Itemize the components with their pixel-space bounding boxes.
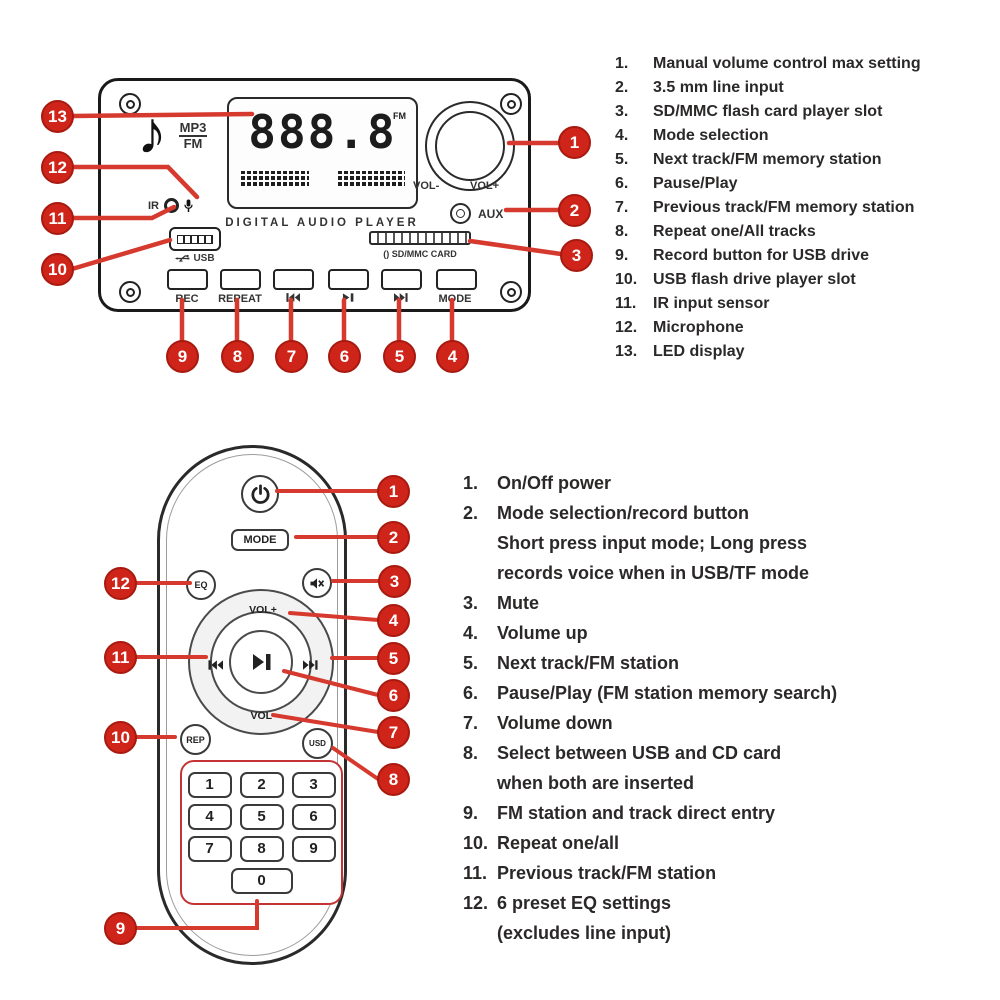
legend-number: 9. [615,247,629,264]
legend-number: 3. [615,103,629,120]
ir-label: IR [148,199,159,212]
fm-label: FM [183,136,203,152]
legend-text: Select between USB and CD card when both are inserted [497,743,782,793]
legend-text: SD/MMC flash card player slot [653,103,883,120]
legend-number: 5. [615,151,629,168]
legend-number: 5. [463,653,479,673]
remote-callout-9: 9 [104,912,137,945]
callout-13: 13 [41,100,74,133]
legend-text: Repeat one/all [497,833,620,853]
vol-plus-label: VOL+ [470,180,500,192]
legend-text: Mode selection/record button Short press input mode; Long press records voice when in USB/TF mode [497,503,810,583]
legend-number: 1. [463,473,479,493]
key-4: 4 [188,804,232,830]
eq-button: EQ [186,570,216,600]
legend-text: Mode selection [653,127,769,144]
legend-text: FM station and track direct entry [497,803,776,823]
legend-number: 4. [615,127,629,144]
legend-text: Pause/Play (FM station memory search) [497,683,838,703]
callout-7: 7 [275,340,308,373]
legend-number: 7. [615,199,629,216]
legend-number: 13. [615,343,638,360]
remote-callout-4: 4 [377,604,410,637]
callout-8: 8 [221,340,254,373]
legend-text: Next track/FM station [497,653,680,673]
legend-text: Volume up [497,623,588,643]
board-caption: DIGITAL AUDIO PLAYER [225,217,419,229]
legend-text: Mute [497,593,539,613]
legend-text: IR input sensor [653,295,770,312]
remote-callout-1: 1 [377,475,410,508]
legend-text: Previous track/FM station [497,863,717,883]
usb-port-label: USB [163,253,227,264]
legend-text: 3.5 mm line input [653,79,784,96]
legend-text: Record button for USB drive [653,247,870,264]
display-band-indicator: FM [393,111,406,121]
mode-button-label: MODE [438,293,472,305]
key-8: 8 [240,836,284,862]
remote-callout-6: 6 [377,679,410,712]
key-2: 2 [240,772,284,798]
legend-text: Manual volume control max setting [653,55,921,72]
remote-callout-10: 10 [104,721,137,754]
legend-number: 4. [463,623,479,643]
display-digits: 888.8 [248,105,397,159]
callout-10: 10 [41,253,74,286]
vol-plus-label: VOL+ [249,604,277,616]
remote-callout-5: 5 [377,642,410,675]
legend-text: Microphone [653,319,744,336]
legend-number: 1. [615,55,629,72]
remote-mode-button: MODE [231,529,289,551]
callout-12: 12 [41,151,74,184]
remote-callout-12: 12 [104,567,137,600]
callout-5: 5 [383,340,416,373]
sd-card-label: () SD/MMC CARD [383,249,457,259]
repeat-button-label: REPEAT [218,293,262,305]
legend-text: Previous track/FM memory station [653,199,915,216]
usb-sd-select-button: USD [302,728,333,759]
repeat-button: REP [180,724,211,755]
key-6: 6 [292,804,336,830]
legend-number: 12. [615,319,638,336]
key-9: 9 [292,836,336,862]
legend-number: 6. [463,683,479,703]
legend-number: 10. [615,271,638,288]
legend-text: LED display [653,343,745,360]
remote-callout-8: 8 [377,763,410,796]
legend-number: 12. [463,893,489,913]
legend-text: 6 preset EQ settings (excludes line input) [497,893,672,943]
remote-callout-11: 11 [104,641,137,674]
key-0: 0 [231,868,293,894]
music-note-icon: ♪ [137,99,167,166]
legend-text: Volume down [497,713,613,733]
legend-number: 2. [615,79,629,96]
remote-callout-7: 7 [377,716,410,749]
legend-text: On/Off power [497,473,611,493]
legend-number: 9. [463,803,479,823]
legend-number: 3. [463,593,479,613]
rec-button-label: REC [175,293,199,305]
legend-number: 7. [463,713,479,733]
legend-number: 2. [463,503,479,523]
callout-4: 4 [436,340,469,373]
key-3: 3 [292,772,336,798]
mp3-label: MP3 [179,121,208,137]
legend-number: 11. [615,295,637,312]
remote-callout-2: 2 [377,521,410,554]
legend-text: USB flash drive player slot [653,271,856,288]
vol-minus-label: VOL- [413,180,440,192]
legend-number: 6. [615,175,629,192]
aux-label: AUX [478,207,504,221]
vol-minus-label: VOL- [250,710,276,722]
legend-number: 10. [463,833,489,853]
callout-9: 9 [166,340,199,373]
key-5: 5 [240,804,284,830]
legend-text: Repeat one/All tracks [653,223,816,240]
key-7: 7 [188,836,232,862]
legend-number: 11. [463,863,488,883]
remote-callout-3: 3 [378,565,411,598]
legend-number: 8. [615,223,629,240]
key-1: 1 [188,772,232,798]
legend-text: Next track/FM memory station [653,151,882,168]
callout-6: 6 [328,340,361,373]
callout-2: 2 [558,194,591,227]
callout-11: 11 [41,202,74,235]
callout-3: 3 [560,239,593,272]
legend-text: Pause/Play [653,175,738,192]
legend-number: 8. [463,743,479,763]
callout-1: 1 [558,126,591,159]
